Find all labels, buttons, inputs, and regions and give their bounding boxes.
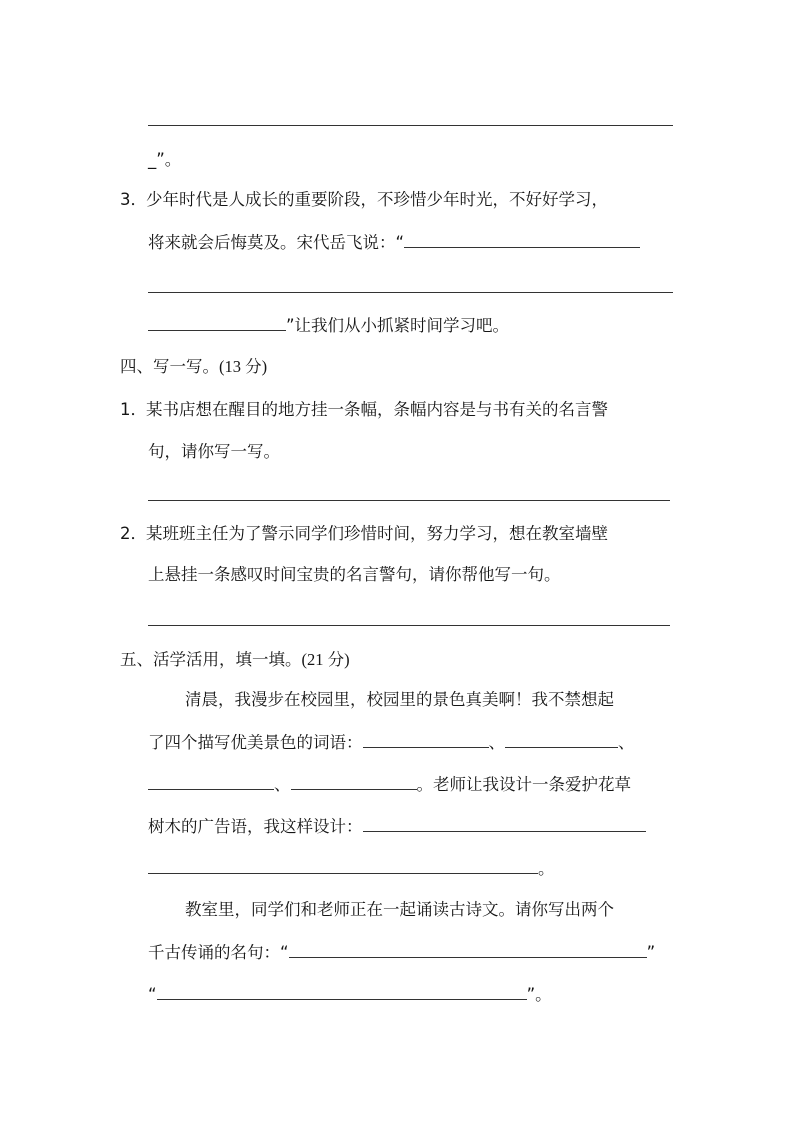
q3-line-1: 3．少年时代是人成长的重要阶段，不珍惜少年时光，不好好学习， bbox=[120, 188, 608, 212]
answer-blank[interactable] bbox=[291, 772, 417, 790]
answer-blank-line[interactable] bbox=[148, 125, 673, 126]
answer-blank-line[interactable] bbox=[148, 292, 673, 293]
answer-blank[interactable] bbox=[148, 856, 538, 874]
section-title: 四、写一写。 bbox=[120, 357, 219, 376]
question-number: 1． bbox=[120, 400, 147, 419]
s5-para2-line-2: 千古传诵的名句：“ ” bbox=[148, 940, 655, 965]
s4-q2-line-1: 2．某班班主任为了警示同学们珍惜时间，努力学习，想在教室墙壁 bbox=[120, 522, 608, 546]
section-5-heading bbox=[120, 648, 350, 672]
answer-blank[interactable] bbox=[289, 940, 647, 958]
answer-blank[interactable] bbox=[404, 230, 640, 248]
s5-para1-line-2: 了四个描写优美景色的词语： 、 、 bbox=[148, 730, 635, 755]
answer-blank[interactable] bbox=[505, 730, 618, 748]
answer-blank[interactable] bbox=[148, 313, 286, 331]
section-score: (13 分) bbox=[219, 357, 268, 376]
s5-para1-line-4: 树木的广告语，我这样设计： bbox=[148, 814, 646, 839]
answer-blank-line[interactable] bbox=[148, 500, 670, 501]
s5-para2-line-3: “ ”。 bbox=[148, 982, 552, 1007]
s4-q1-line-1: 1．某书店想在醒目的地方挂一条幅，条幅内容是与书有关的名言警 bbox=[120, 398, 608, 422]
section-4-heading bbox=[120, 355, 267, 379]
s4-q1-line-2: 句，请你写一写。 bbox=[148, 442, 280, 461]
answer-blank[interactable] bbox=[148, 772, 274, 790]
answer-blank-line[interactable] bbox=[148, 625, 670, 626]
s5-para1-line-3: 、 。老师让我设计一条爱护花草 bbox=[148, 772, 631, 797]
q3-line-2: 将来就会后悔莫及。宋代岳飞说：“ bbox=[148, 230, 640, 255]
section-title: 五、活学活用，填一填。 bbox=[120, 650, 302, 669]
s5-para2-line-1: 教室里，同学们和老师正在一起诵读古诗文。请你写出两个 bbox=[185, 900, 614, 919]
answer-blank[interactable] bbox=[363, 730, 489, 748]
question-number: 2． bbox=[120, 524, 147, 543]
s5-para1-line-1: 清晨，我漫步在校园里，校园里的景色真美啊！我不禁想起 bbox=[185, 690, 614, 709]
q3-line-3: ”让我们从小抓紧时间学习吧。 bbox=[148, 313, 509, 338]
question-number: 3． bbox=[120, 190, 147, 209]
s4-q2-line-2: 上悬挂一条感叹时间宝贵的名言警句，请你帮他写一句。 bbox=[148, 565, 561, 584]
answer-blank[interactable] bbox=[363, 814, 646, 832]
closing-quote-line: _”。 bbox=[148, 150, 182, 169]
s5-para1-line-5: 。 bbox=[148, 856, 555, 881]
section-score: (21 分) bbox=[301, 650, 350, 669]
answer-blank[interactable] bbox=[157, 982, 527, 1000]
